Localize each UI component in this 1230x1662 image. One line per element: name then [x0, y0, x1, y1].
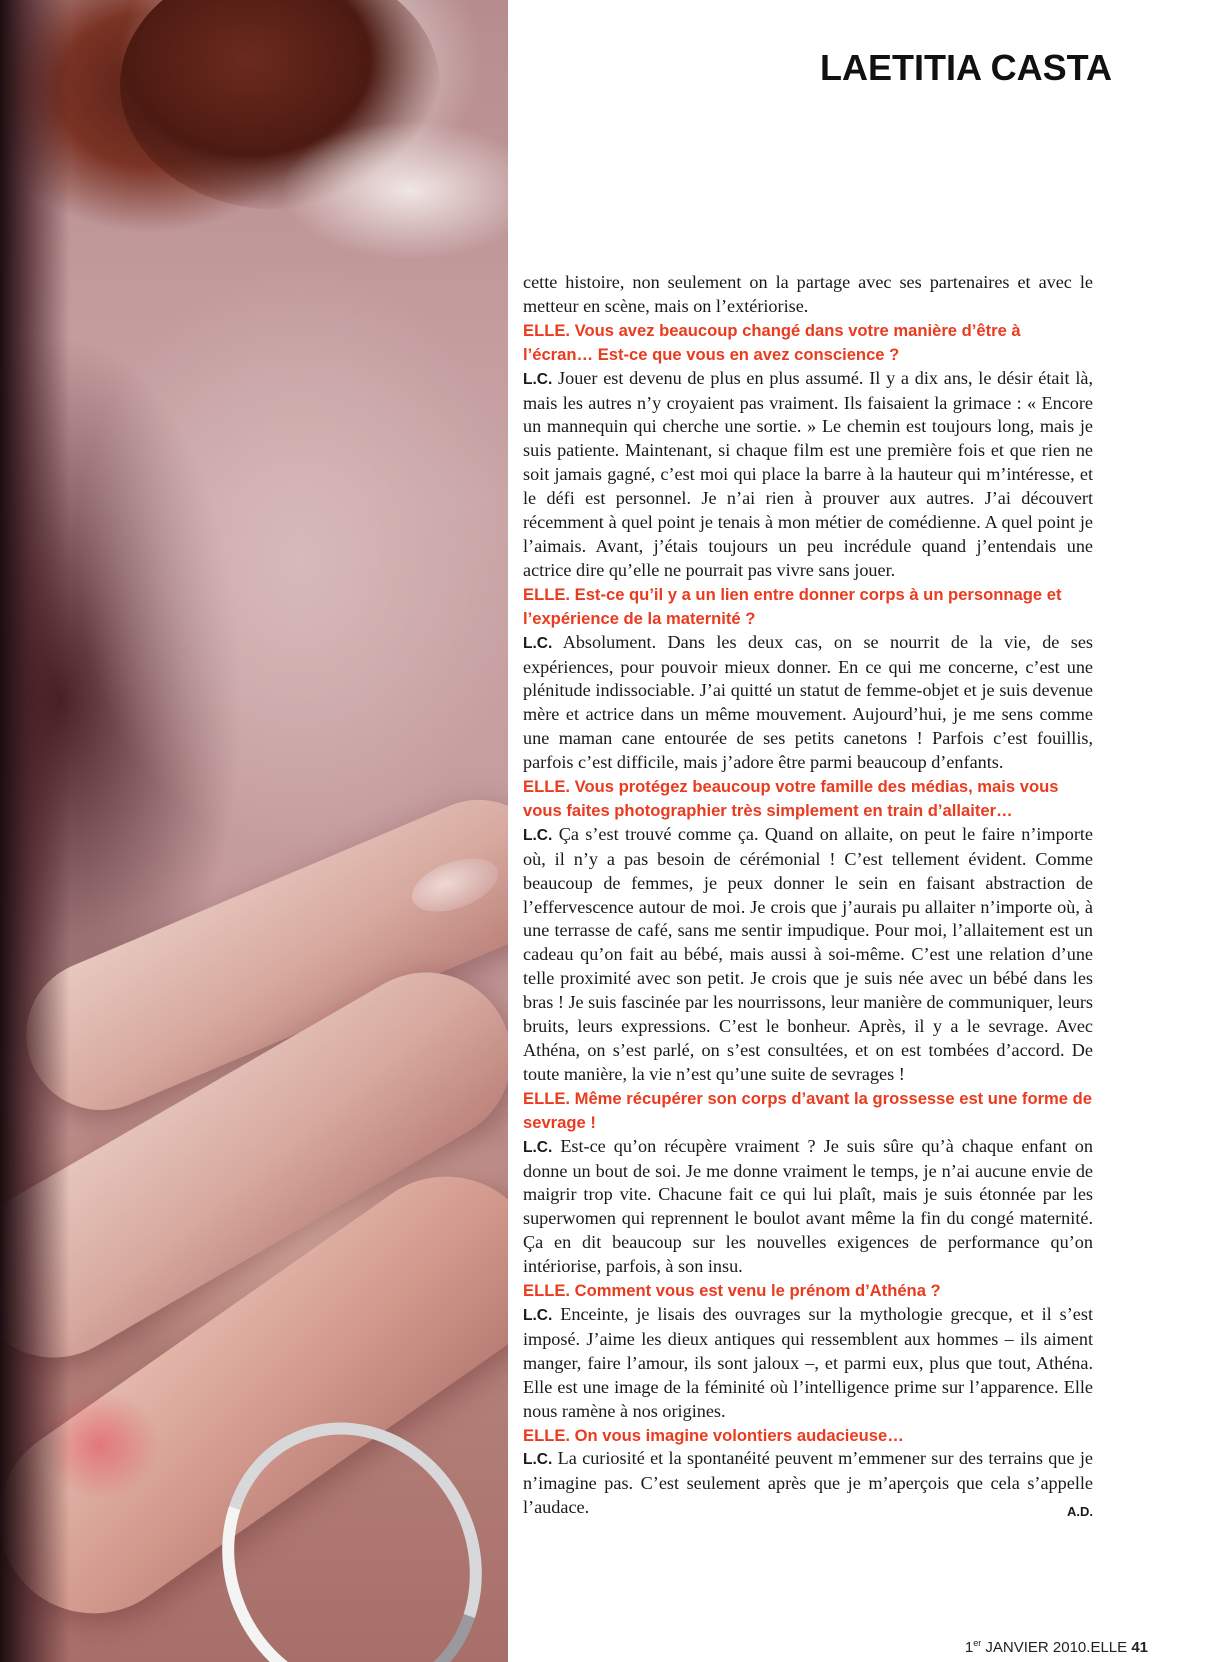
photo-shadow — [0, 0, 70, 1662]
author-signature: A.D. — [1067, 1504, 1093, 1520]
answer-text: Ça s’est trouvé comme ça. Quand on allaite, on peut le faire n’importe où, il n’y a pas besoin de cérémonial ! C’est tellement évident. Comme beaucoup de femmes, je peux donner le sein en faisant abstraction de l’effervescence autour de moi. Je crois que j’aurais pu allaiter n’importe où, à une terrasse de café, sans me sentir impudique. Pour moi, l’allaitement est un cadeau qu’on fait au bébé, mais aussi à soi-même. C’est une relation d’une telle proximité avec son petit. Je crois que je suis née avec un bébé dans les bras ! Je suis fascinée par les nourrissons, leur manière de communiquer, leurs bruits, leurs expressions. C’est le bonheur. Après, il y a le sevrage. Avec Athéna, on s’est parlé, on s’est consultées, et on est tombées d’accord. De toute manière, la vie n’est qu’une suite de sevrages ! — [523, 823, 1093, 1084]
answer-prefix: L.C. — [523, 370, 553, 388]
question: ELLE. Vous protégez beaucoup votre famille des médias, mais vous vous faites photographier très simplement en train d’allaiter… — [523, 777, 1059, 820]
question: ELLE. Vous avez beaucoup changé dans votre manière d’être à l’écran… Est-ce que vous en avez conscience ? — [523, 320, 1021, 364]
answer-prefix: L.C. — [523, 1306, 553, 1324]
answer-text: La curiosité et la spontanéité peuvent m’emmener sur des terrains que je n’imagine pas. C’est seulement après que je m’aperçois que cela s’appelle l’audace. — [523, 1448, 1093, 1518]
footer-day-suffix: er — [973, 1638, 982, 1648]
cover-photo — [0, 0, 508, 1662]
answer-prefix: L.C. — [523, 1138, 553, 1156]
page-title: LAETITIA CASTA — [820, 47, 1112, 88]
answer-prefix: L.C. — [523, 1451, 553, 1469]
answer-prefix: L.C. — [523, 634, 553, 652]
answer — [523, 823, 1093, 1087]
question: ELLE. Même récupérer son corps d’avant la grossesse est une forme de sevrage ! — [523, 1088, 1093, 1132]
answer-prefix: L.C. — [523, 826, 553, 844]
answer-text: Jouer est devenu de plus en plus assumé. Il y a dix ans, le désir était là, mais les autres n’y croyaient pas vraiment. Ils faisaient la grimace : « Encore un mannequin qui cherche une sortie. » Le chemin est toujours long, mais je suis patiente. Maintenant, si chaque film est une première fois et que rien ne soit jamais gagné, c’est moi qui place la barre à la hauteur qui m’intéresse, et le défi est personnel. Je n’ai rien à prouver aux autres. J’ai découvert récemment à quel point je tenais à mon métier de comédienne. A quel point je l’aimais. Avant, j’étais toujours un peu incrédule quand j’entendais une actrice dire qu’elle ne pourrait pas vivre sans jouer. — [523, 367, 1093, 580]
article-intro: cette histoire, non seulement on la partage avec ses partenaires et avec le metteur en scène, mais on l’extériorise. — [523, 272, 1093, 316]
footer-day: 1 — [964, 1639, 974, 1656]
interview-article — [523, 271, 1093, 1524]
answer-text: Enceinte, je lisais des ouvrages sur la mythologie grecque, et il s’est imposé. J’aime les dieux antiques qui ressemblent aux hommes – ils aiment manger, faire l’amour, ils sont jaloux –, et parmi eux, plus que tout, Athéna. Elle est une image de la féminité où l’intelligence prime sur l’apparence. Elle nous ramène à nos origines. — [523, 1303, 1094, 1421]
question: ELLE. Est-ce qu’il y a un lien entre donner corps à un personnage et l’expérience de la maternité ? — [523, 584, 1062, 628]
answer — [523, 631, 1093, 775]
question: ELLE. On vous imagine volontiers audacieuse… — [523, 1425, 904, 1445]
answer — [523, 1135, 1093, 1279]
answer — [523, 1447, 1093, 1520]
answer — [523, 367, 1093, 583]
answer-text: Absolument. Dans les deux cas, on se nourrit de la vie, de ses expériences, pour pouvoir mieux donner. En ce qui me concerne, c’est une plénitude indissociable. J’ai quitté un statut de femme-objet et je suis devenue mère et actrice dans un même mouvement. Aujourd’hui, je me sens comme une maman cane entourée de ses petits canetons ! Parfois c’est fouillis, parfois c’est difficile, mais j’adore être parmi beaucoup d’enfants. — [523, 631, 1093, 773]
page-footer — [965, 1638, 1148, 1656]
footer-date: JANVIER 2010.ELLE — [985, 1639, 1128, 1656]
answer-text: Est-ce qu’on récupère vraiment ? Je suis sûre qu’à chaque enfant on donne un bout de soi. Je me donne vraiment le temps, je n’ai aucune envie de maigrir trop vite. Chacune fait ce qui lui plaît, mais je suis étonnée par les superwomen qui reprennent le boulot avant même la fin du congé maternité. Ça en dit beaucoup sur les nouvelles exigences de performance qu’on intériorise, parfois, à son insu. — [523, 1135, 1093, 1277]
page-number: 41 — [1131, 1639, 1148, 1656]
answer — [523, 1303, 1093, 1424]
question: ELLE. Comment vous est venu le prénom d’Athéna ? — [523, 1281, 941, 1301]
